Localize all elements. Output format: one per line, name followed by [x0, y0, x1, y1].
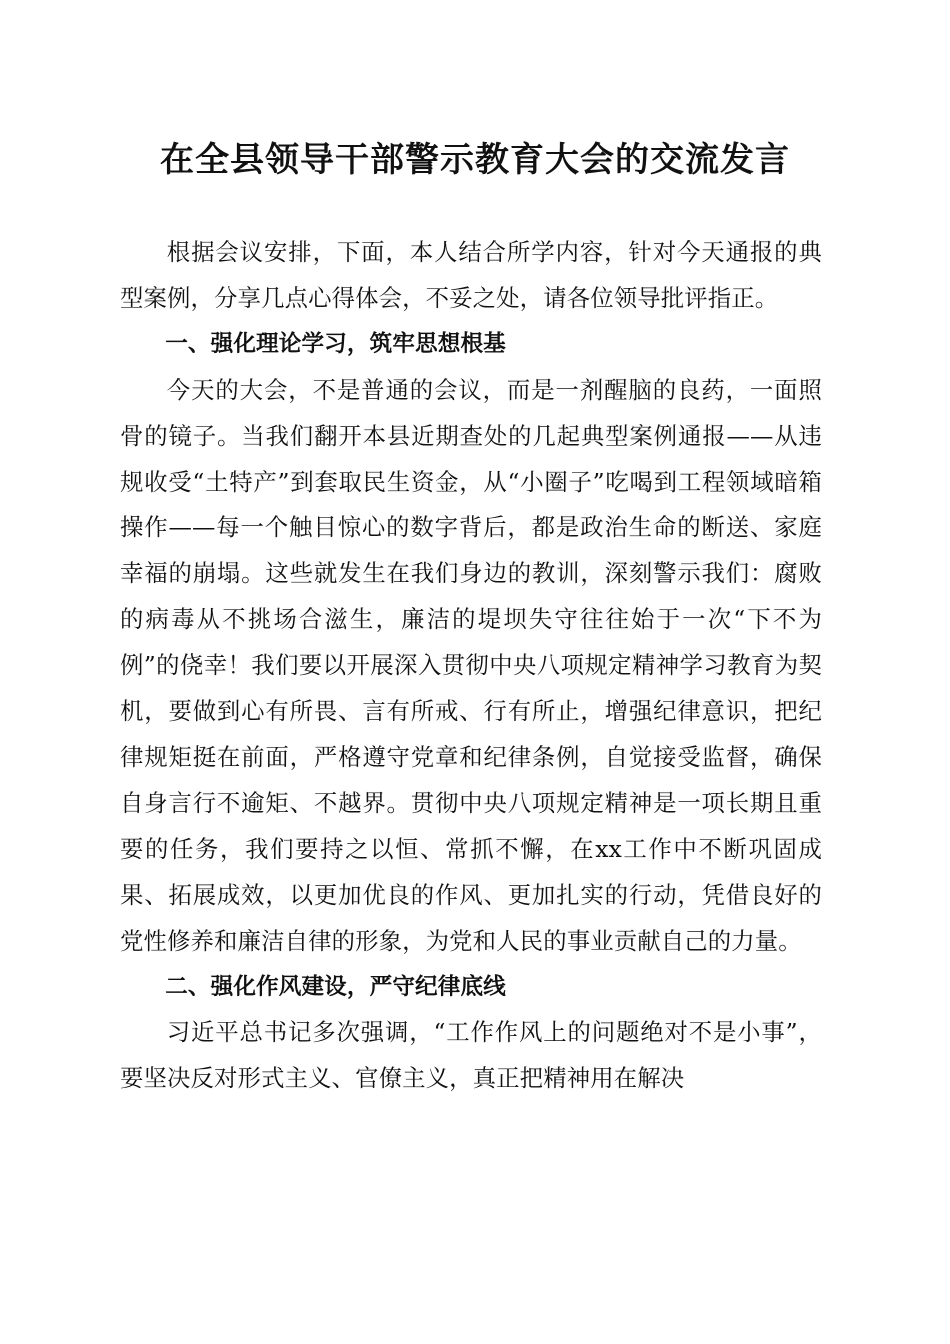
section-2-paragraph: 习近平总书记多次强调，“工作作风上的问题绝对不是小事”，要坚决反对形式主义、官僚主义，真正把精神用在解决 — [120, 1018, 822, 1093]
document-body — [120, 230, 822, 1102]
intro-paragraph: 根据会议安排，下面，本人结合所学内容，针对今天通报的典型案例，分享几点心得体会，不妥之处，请各位领导批评指正。 — [120, 238, 822, 312]
section-2-heading: 二、强化作风建设，严守纪律底线 — [165, 973, 506, 1000]
section-1-heading: 一、强化理论学习，筑牢思想根基 — [165, 330, 506, 357]
document-title: 在全县领导干部警示教育大会的交流发言 — [160, 140, 790, 180]
section-1-paragraph: 今天的大会，不是普通的会议，而是一剂醒脑的良药，一面照骨的镜子。当我们翻开本县近期查处的几起典型案例通报——从违规收受“土特产”到套取民生资金，从“小圈子”吃喝到工程领域暗箱操作——每一个触目惊心的数字背后，都是政治生命的断送、家庭幸福的崩塌。这些就发生在我们身边的教训，深刻警示我们：腐败的病毒从不挑场合滋生，廉洁的堤坝失守往往始于一次“下不为例”的侥幸！我们要以开展深入贯彻中央八项规定精神学习教育为契机，要做到心有所畏、言有所戒、行有所止，增强纪律意识，把纪律规矩挺在前面，严格遵守党章和纪律条例，自觉接受监督，确保自身言行不逾矩、不越界。贯彻中央八项规定精神是一项长期且重要的任务，我们要持之以恒、常抓不懈，在xx工作中不断巩固成果、拓展成效，以更加优良的作风、更加扎实的行动，凭借良好的党性修养和廉洁自律的形象，为党和人民的事业贡献自己的力量。 — [120, 375, 822, 955]
